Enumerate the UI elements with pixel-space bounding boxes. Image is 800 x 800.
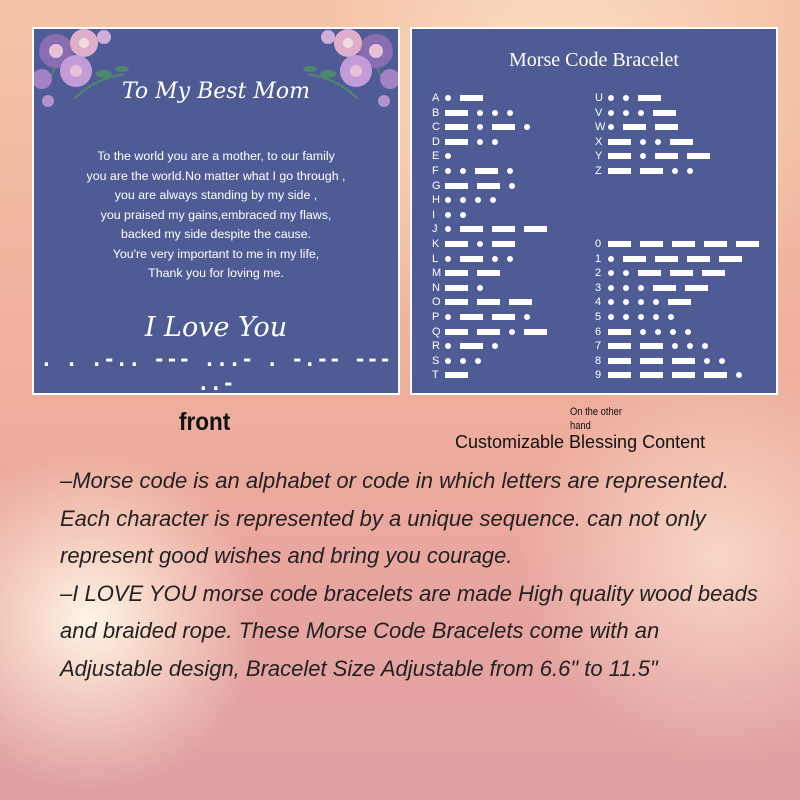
morse-dot xyxy=(445,153,451,159)
morse-dash xyxy=(460,95,483,101)
morse-sequence xyxy=(608,285,717,291)
morse-sequence xyxy=(608,139,702,145)
morse-dot xyxy=(670,329,676,335)
morse-row-i xyxy=(432,208,475,222)
morse-dash xyxy=(492,124,515,130)
morse-sequence xyxy=(445,241,524,247)
poem xyxy=(54,147,378,284)
morse-dash xyxy=(492,241,515,247)
morse-dot xyxy=(638,285,644,291)
morse-dash xyxy=(608,329,631,335)
morse-sequence xyxy=(445,212,475,218)
morse-dot xyxy=(640,139,646,145)
morse-char: U xyxy=(595,92,603,104)
morse-dash xyxy=(640,343,663,349)
morse-dash xyxy=(445,110,468,116)
morse-dot xyxy=(640,153,646,159)
morse-dash xyxy=(445,241,468,247)
morse-char: R xyxy=(432,340,440,353)
morse-char: A xyxy=(432,92,440,104)
morse-char: G xyxy=(432,179,441,192)
morse-dash xyxy=(475,168,498,174)
morse-char: C xyxy=(432,121,440,134)
morse-sequence xyxy=(445,110,522,116)
morse-dash xyxy=(608,343,631,349)
morse-sequence xyxy=(608,299,700,305)
morse-dot xyxy=(704,358,710,364)
morse-char: I xyxy=(432,208,436,221)
morse-row-e xyxy=(432,149,460,163)
morse-row-y xyxy=(595,149,719,163)
morse-dot xyxy=(655,139,661,145)
morse-dash xyxy=(623,124,646,130)
morse-dot xyxy=(507,168,513,174)
morse-sequence xyxy=(445,270,509,276)
morse-dot xyxy=(638,314,644,320)
morse-dot xyxy=(653,299,659,305)
morse-row-5 xyxy=(595,310,683,324)
morse-dot xyxy=(445,314,451,320)
morse-dot xyxy=(640,329,646,335)
morse-dot xyxy=(623,95,629,101)
morse-char: H xyxy=(432,194,440,207)
morse-dash xyxy=(653,110,676,116)
morse-dash xyxy=(736,241,759,247)
morse-chart-card xyxy=(410,27,778,395)
morse-char: M xyxy=(432,267,442,280)
morse-dot xyxy=(638,299,644,305)
morse-dot xyxy=(736,372,742,378)
morse-sequence xyxy=(445,139,507,145)
morse-dot xyxy=(445,212,451,218)
morse-char: 6 xyxy=(595,325,602,338)
morse-dot xyxy=(475,358,481,364)
morse-dash xyxy=(687,153,710,159)
morse-dash xyxy=(492,226,515,232)
morse-dash xyxy=(445,124,468,130)
morse-dash xyxy=(460,343,483,349)
morse-dash xyxy=(445,329,468,335)
morse-sequence xyxy=(445,358,490,364)
morse-dash xyxy=(670,139,693,145)
morse-dot xyxy=(477,124,483,130)
morse-dot xyxy=(492,343,498,349)
morse-row-0 xyxy=(595,237,768,251)
poem-line: backed my side despite the cause. xyxy=(120,227,312,241)
morse-dot xyxy=(509,183,515,189)
poem-line: To the world you are a mother, to our family xyxy=(97,149,335,163)
morse-dot xyxy=(608,110,614,116)
morse-row-x xyxy=(595,135,702,149)
morse-dot xyxy=(687,343,693,349)
morse-sequence xyxy=(445,95,492,101)
morse-sequence xyxy=(445,183,524,189)
morse-dash xyxy=(655,124,678,130)
morse-dash xyxy=(608,139,631,145)
morse-char: 1 xyxy=(595,252,602,265)
morse-dash xyxy=(608,153,631,159)
morse-row-6 xyxy=(595,325,700,339)
morse-dash xyxy=(477,329,500,335)
morse-dash xyxy=(509,299,532,305)
morse-row-g xyxy=(432,179,524,193)
morse-row-t xyxy=(432,368,477,382)
front-label: front xyxy=(179,408,231,436)
morse-dash xyxy=(638,95,661,101)
morse-sequence xyxy=(608,153,719,159)
morse-row-c xyxy=(432,120,539,134)
morse-dash xyxy=(524,226,547,232)
morse-dash xyxy=(445,183,468,189)
morse-dash xyxy=(672,358,695,364)
poem-line: Thank you for loving me. xyxy=(148,266,284,280)
morse-row-d xyxy=(432,135,507,149)
morse-dot xyxy=(719,358,725,364)
morse-dot xyxy=(608,299,614,305)
morse-row-r xyxy=(432,339,507,353)
morse-row-f xyxy=(432,164,522,178)
morse-dot xyxy=(623,314,629,320)
morse-dot xyxy=(475,197,481,203)
morse-dot xyxy=(445,343,451,349)
morse-dot xyxy=(623,299,629,305)
morse-char: P xyxy=(432,311,440,323)
morse-row-8 xyxy=(595,354,734,368)
morse-row-z xyxy=(595,164,702,178)
morse-dash xyxy=(477,183,500,189)
morse-char: 5 xyxy=(595,311,602,323)
morse-sequence xyxy=(608,168,702,174)
morse-row-v xyxy=(595,106,685,120)
description-paragraph: –I LOVE YOU morse code bracelets are made High quality wood beads and braided rope. These Morse Code Bracelets come with an Adjustable design, Bracelet Size Adjustable from 6.6" to 11.5" xyxy=(60,580,758,681)
morse-row-4 xyxy=(595,295,700,309)
morse-dot xyxy=(623,110,629,116)
morse-dot xyxy=(672,343,678,349)
morse-dot xyxy=(445,358,451,364)
morse-dash xyxy=(460,256,483,262)
morse-dot xyxy=(445,168,451,174)
morse-dash xyxy=(672,241,695,247)
morse-char: D xyxy=(432,135,440,148)
morse-char: X xyxy=(595,135,603,148)
morse-dot xyxy=(477,285,483,291)
morse-sequence xyxy=(608,256,751,262)
morse-sequence xyxy=(608,241,768,247)
front-card xyxy=(32,27,400,395)
morse-dash xyxy=(702,270,725,276)
morse-char: 9 xyxy=(595,369,602,382)
morse-dash xyxy=(608,372,631,378)
morse-row-3 xyxy=(595,281,717,295)
morse-sequence xyxy=(608,372,751,378)
morse-dot xyxy=(490,197,496,203)
morse-char: Y xyxy=(595,150,603,163)
morse-dot xyxy=(668,314,674,320)
morse-char: F xyxy=(432,165,439,177)
morse-dash xyxy=(460,226,483,232)
morse-dash xyxy=(445,270,468,276)
morse-sequence xyxy=(445,197,505,203)
morse-dot xyxy=(608,314,614,320)
morse-char: 8 xyxy=(595,354,602,367)
morse-dash xyxy=(670,270,693,276)
morse-dash xyxy=(524,329,547,335)
morse-sequence xyxy=(608,329,700,335)
morse-dot xyxy=(507,110,513,116)
morse-dash xyxy=(704,372,727,378)
morse-sequence xyxy=(445,314,539,320)
morse-dot xyxy=(445,256,451,262)
morse-dash xyxy=(640,241,663,247)
morse-row-m xyxy=(432,266,509,280)
morse-dot xyxy=(608,285,614,291)
morse-sequence xyxy=(608,358,734,364)
morse-row-k xyxy=(432,237,524,251)
poem-line: you are always standing by my side , xyxy=(114,188,318,202)
morse-dot xyxy=(623,270,629,276)
description xyxy=(60,462,760,688)
morse-row-l xyxy=(432,252,522,266)
morse-dot xyxy=(509,329,515,335)
morse-char: 4 xyxy=(595,296,602,309)
morse-dot xyxy=(608,270,614,276)
morse-dash xyxy=(668,299,691,305)
morse-sequence xyxy=(445,124,539,130)
morse-dot xyxy=(445,226,451,232)
morse-char: N xyxy=(432,281,440,294)
morse-row-q xyxy=(432,325,556,339)
morse-char: K xyxy=(432,238,440,250)
morse-dot xyxy=(687,168,693,174)
morse-dot xyxy=(608,256,614,262)
morse-dot xyxy=(460,168,466,174)
morse-char: Q xyxy=(432,325,441,338)
morse-dash xyxy=(687,256,710,262)
morse-dot xyxy=(608,95,614,101)
morse-char: B xyxy=(432,106,440,119)
morse-dot xyxy=(655,329,661,335)
morse-dot xyxy=(608,124,614,130)
morse-sequence xyxy=(445,329,556,335)
morse-char: V xyxy=(595,106,603,119)
morse-sequence xyxy=(445,153,460,159)
love-you-morse: . . .-.. --- ...- . -.-- --- ..- xyxy=(40,347,392,395)
morse-row-2 xyxy=(595,266,734,280)
morse-char: O xyxy=(432,296,441,309)
morse-char: 0 xyxy=(595,238,602,250)
morse-row-1 xyxy=(595,252,751,266)
morse-dash xyxy=(719,256,742,262)
morse-row-a xyxy=(432,91,492,105)
morse-sequence xyxy=(445,226,556,232)
morse-char: 7 xyxy=(595,340,602,353)
morse-sequence xyxy=(608,314,683,320)
other-hand-label: On the other hand xyxy=(570,406,622,432)
morse-sequence xyxy=(445,168,522,174)
morse-dot xyxy=(492,110,498,116)
morse-sequence xyxy=(608,343,717,349)
morse-sequence xyxy=(608,270,734,276)
morse-row-w xyxy=(595,120,687,134)
morse-row-b xyxy=(432,106,522,120)
morse-dash xyxy=(608,168,631,174)
morse-sequence xyxy=(445,256,522,262)
morse-dash xyxy=(608,241,631,247)
morse-row-n xyxy=(432,281,492,295)
morse-dash xyxy=(445,139,468,145)
morse-dash xyxy=(460,314,483,320)
morse-dot xyxy=(445,197,451,203)
morse-char: T xyxy=(432,369,439,382)
morse-dot xyxy=(653,314,659,320)
morse-dot xyxy=(524,314,530,320)
poem-line: you are the world.No matter what I go through , xyxy=(86,168,346,183)
morse-dot xyxy=(477,110,483,116)
morse-char: S xyxy=(432,354,440,367)
morse-row-o xyxy=(432,295,541,309)
card-title: To My Best Mom xyxy=(121,79,311,104)
morse-dot xyxy=(477,241,483,247)
morse-dot xyxy=(477,139,483,145)
morse-dash xyxy=(608,358,631,364)
morse-char: 3 xyxy=(595,281,602,294)
morse-dash xyxy=(655,153,678,159)
morse-row-j xyxy=(432,222,556,236)
morse-sequence xyxy=(445,343,507,349)
morse-char: 2 xyxy=(595,267,602,280)
morse-char: J xyxy=(432,223,438,236)
morse-row-p xyxy=(432,310,539,324)
morse-sequence xyxy=(608,110,685,116)
morse-dot xyxy=(492,139,498,145)
morse-dash xyxy=(640,372,663,378)
morse-dot xyxy=(672,168,678,174)
morse-dash xyxy=(445,285,468,291)
chart-title: Morse Code Bracelet xyxy=(509,49,679,71)
morse-dot xyxy=(702,343,708,349)
morse-dash xyxy=(640,168,663,174)
morse-dash xyxy=(704,241,727,247)
morse-dot xyxy=(507,256,513,262)
morse-dash xyxy=(638,270,661,276)
morse-dash xyxy=(653,285,676,291)
morse-char: L xyxy=(432,252,439,265)
morse-row-9 xyxy=(595,368,751,382)
description-paragraph: –Morse code is an alphabet or code in which letters are represented. Each character is represented by a unique sequence. can not only represent good wishes and bring you courage. xyxy=(60,468,729,569)
morse-dash xyxy=(640,358,663,364)
morse-dash xyxy=(685,285,708,291)
morse-sequence xyxy=(445,299,541,305)
morse-dot xyxy=(460,197,466,203)
morse-dot xyxy=(638,110,644,116)
morse-dot xyxy=(623,285,629,291)
poem-line: you praised my gains,embraced my flaws, xyxy=(100,207,332,222)
morse-char: Z xyxy=(595,165,602,177)
morse-dash xyxy=(672,372,695,378)
morse-row-7 xyxy=(595,339,717,353)
morse-dash xyxy=(477,270,500,276)
morse-row-u xyxy=(595,91,670,105)
morse-dash xyxy=(623,256,646,262)
morse-dot xyxy=(524,124,530,130)
love-you-text: I Love You xyxy=(144,312,288,343)
morse-sequence xyxy=(608,124,687,130)
morse-dash xyxy=(445,372,468,378)
morse-dash xyxy=(477,299,500,305)
morse-sequence xyxy=(445,285,492,291)
morse-dash xyxy=(655,256,678,262)
morse-dash xyxy=(445,299,468,305)
customizable-label: Customizable Blessing Content xyxy=(455,432,706,452)
morse-dot xyxy=(492,256,498,262)
morse-char: E xyxy=(432,150,440,163)
morse-dash xyxy=(492,314,515,320)
morse-row-s xyxy=(432,354,490,368)
morse-sequence xyxy=(608,95,670,101)
morse-dot xyxy=(460,358,466,364)
morse-char: W xyxy=(595,121,606,134)
morse-sequence xyxy=(445,372,477,378)
morse-dot xyxy=(445,95,451,101)
morse-dot xyxy=(460,212,466,218)
poem-line: You're very important to me in my life, xyxy=(112,246,320,261)
morse-row-h xyxy=(432,193,505,207)
morse-dot xyxy=(685,329,691,335)
